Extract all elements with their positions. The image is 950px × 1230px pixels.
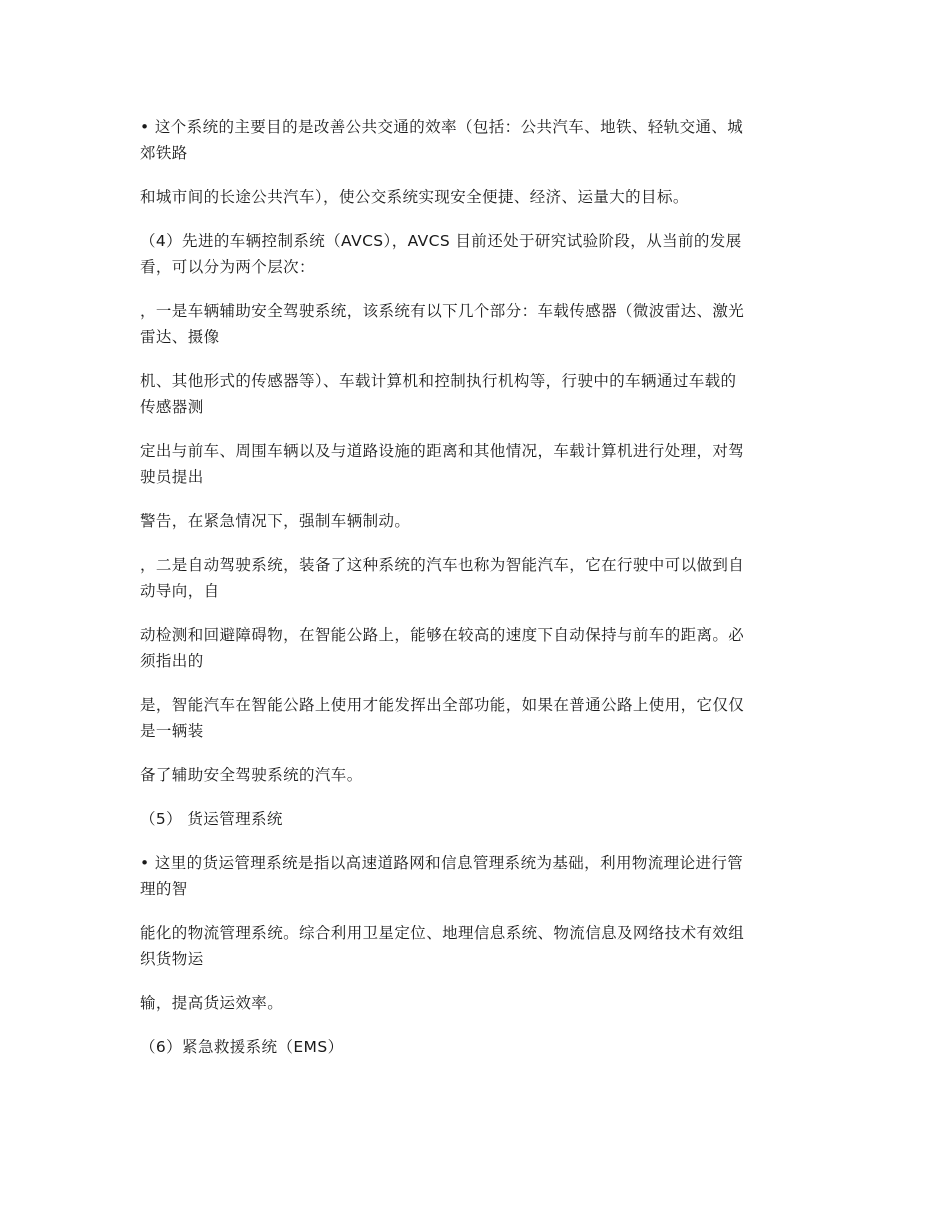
paragraph-11: 备了辅助安全驾驶系统的汽车。	[140, 766, 363, 784]
paragraph-9: 动检测和回避障碍物，在智能公路上，能够在较高的速度下自动保持与前车的距离。必 须指出的	[140, 626, 745, 670]
paragraph-12: （5） 货运管理系统	[140, 810, 283, 828]
paragraph-15: 输，提高货运效率。	[140, 994, 284, 1012]
paragraph-6: 定出与前车、周围车辆以及与道路设施的距离和其他情况，车载计算机进行处理，对驾 驶员提出	[140, 442, 745, 486]
paragraph-4: ，一是车辆辅助安全驾驶系统，该系统有以下几个部分：车载传感器（微波雷达、激光 雷达、摄像	[140, 302, 745, 346]
paragraph-2: 和城市间的长途公共汽车），使公交系统实现安全便捷、经济、运量大的目标。	[140, 188, 689, 206]
paragraph-7: 警告，在紧急情况下，强制车辆制动。	[140, 512, 411, 530]
paragraph-1: • 这个系统的主要目的是改善公共交通的效率（包括：公共汽车、地铁、轻轨交通、城 郊铁路	[140, 118, 744, 162]
document-page	[140, 114, 812, 1078]
paragraph-5: 机、其他形式的传感器等）、车载计算机和控制执行机构等，行驶中的车辆通过车载的 传感器测	[140, 372, 737, 416]
paragraph-3: （4）先进的车辆控制系统（AVCS），AVCS 目前还处于研究试验阶段，从当前的发展 看，可以分为两个层次：	[140, 232, 742, 276]
paragraph-16: （6）紧急救援系统（EMS）	[140, 1038, 344, 1056]
paragraph-14: 能化的物流管理系统。综合利用卫星定位、地理信息系统、物流信息及网络技术有效组 织货物运	[140, 924, 745, 968]
paragraph-10: 是，智能汽车在智能公路上使用才能发挥出全部功能，如果在普通公路上使用，它仅仅 是一辆装	[140, 696, 745, 740]
paragraph-13: • 这里的货运管理系统是指以高速道路网和信息管理系统为基础，利用物流理论进行管 理的智	[140, 854, 744, 898]
paragraph-8: ，二是自动驾驶系统，装备了这种系统的汽车也称为智能汽车，它在行驶中可以做到自 动导向，自	[140, 556, 745, 600]
